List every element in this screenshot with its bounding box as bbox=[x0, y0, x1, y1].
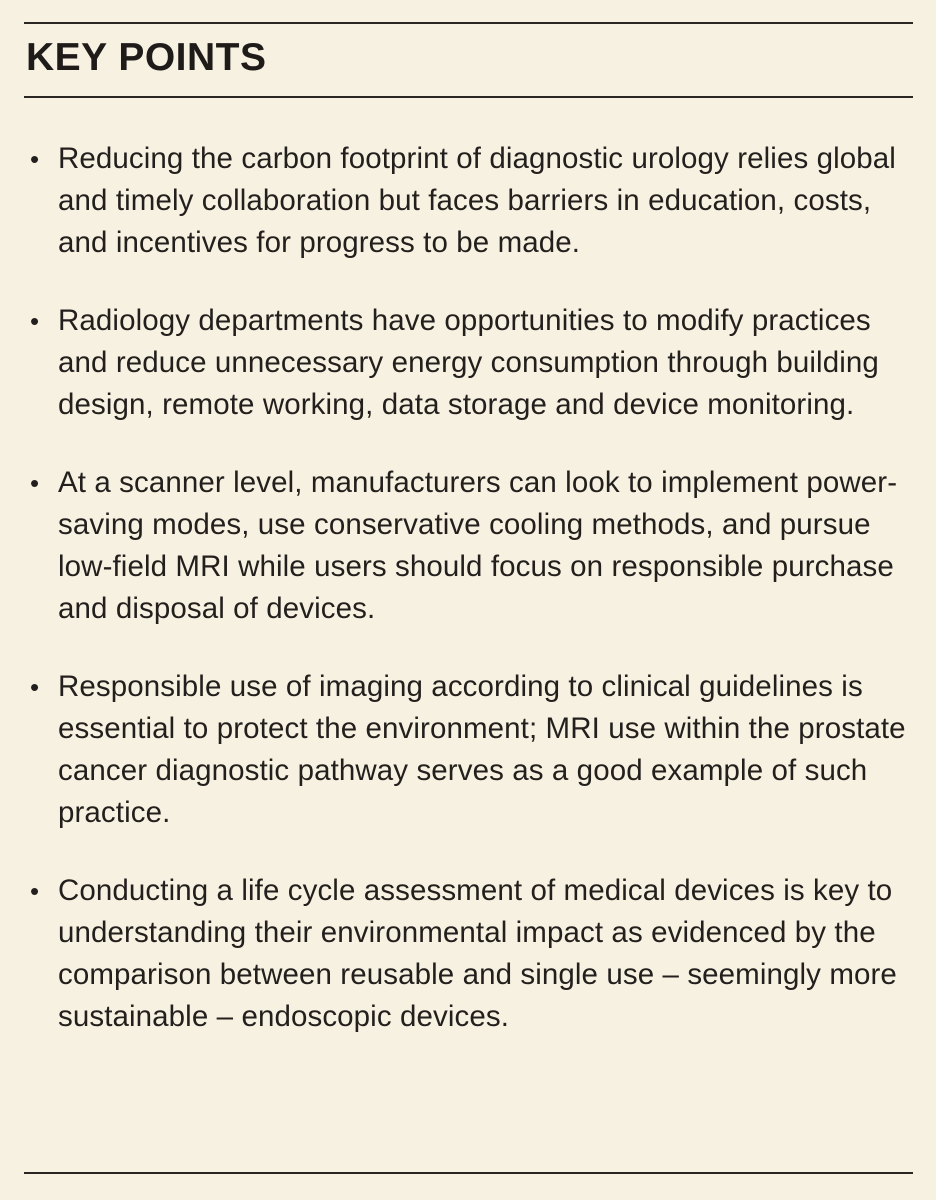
key-point-3 bbox=[24, 462, 908, 630]
key-point-text: Conducting a life cycle assessment of medical devices is key to understanding their environmental impact as evidenced by the comparison between reusable and single use – seemingly more sustainable – endoscopic devices. bbox=[58, 874, 897, 1033]
bullet-icon: • bbox=[30, 306, 40, 336]
key-point-2 bbox=[24, 300, 908, 426]
key-point-text: Responsible use of imaging according to clinical guidelines is essential to protect the environment; MRI use within the prostate cancer diagnostic pathway serves as a good example of such practice. bbox=[58, 670, 906, 829]
key-point-text: Radiology departments have opportunities to modify practices and reduce unnecessary energy consumption through building design, remote working, data storage and device monitoring. bbox=[58, 304, 879, 421]
key-point-4 bbox=[24, 666, 908, 834]
key-point-1 bbox=[24, 138, 908, 264]
bullet-icon: • bbox=[30, 468, 40, 498]
key-point-text: At a scanner level, manufacturers can look to implement power-saving modes, use conservative cooling methods, and pursue low-field MRI while users should focus on responsible purchase and disposal of devices. bbox=[58, 466, 898, 625]
bullet-icon: • bbox=[30, 144, 40, 174]
key-point-5 bbox=[24, 870, 908, 1038]
key-point-text: Reducing the carbon footprint of diagnostic urology relies global and timely collaboration but faces barriers in education, costs, and incentives for progress to be made. bbox=[58, 142, 896, 259]
key-points-list bbox=[24, 138, 908, 1038]
bullet-icon: • bbox=[30, 876, 40, 906]
top-rule bbox=[24, 22, 913, 24]
key-points-heading: KEY POINTS bbox=[26, 36, 267, 79]
bottom-rule bbox=[24, 1172, 913, 1174]
bullet-icon: • bbox=[30, 672, 40, 702]
heading-underline-rule bbox=[24, 96, 913, 98]
